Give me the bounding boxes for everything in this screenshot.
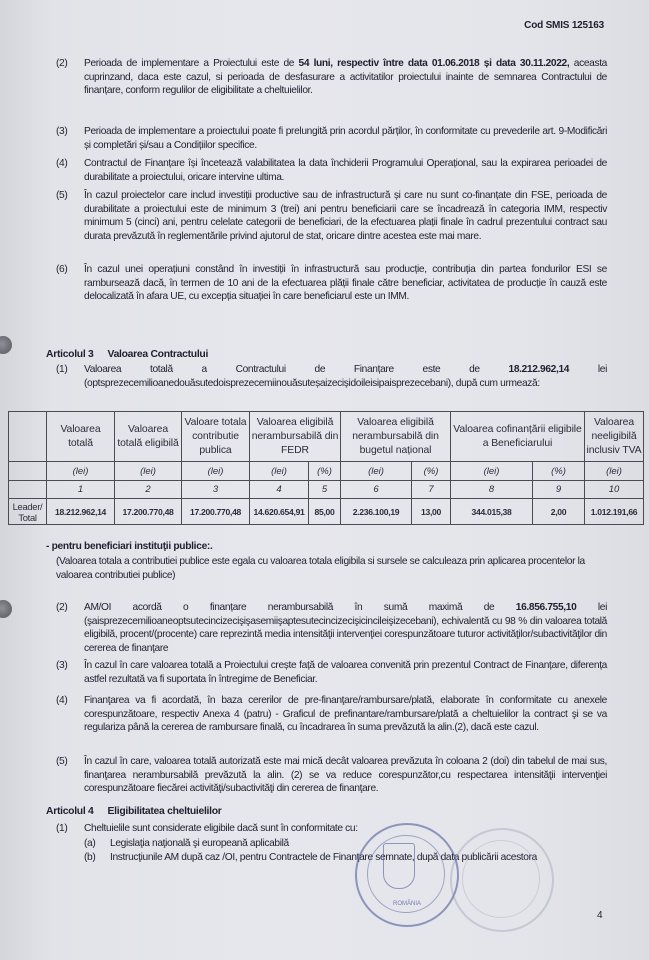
- article4-paragraph-1: (1) Cheltuielile sunt considerate eligibile dacă sunt în conformitate cu:: [56, 823, 358, 834]
- article4-heading: Articolul 4 Eligibilitatea cheltuielilor: [46, 806, 222, 817]
- coat-of-arms-icon: [383, 843, 415, 889]
- page-number: 4: [597, 910, 603, 921]
- public-beneficiaries-note: (Valoarea totala a contributiei publice este egala cu valoarea totala eligibila si sursele se calculeaza prin aplicarea procentelor la valoarea contributiei publice): [56, 556, 585, 581]
- article3-paragraph-4: (4) Finanţarea va fi acordată, în baza cererilor de pre-finanţare/rambursare/plată, elaborate în conformitate cu anexele corespunzătoare, respectiv Anexa 4 (patru) - Graficul de prefinantare/rambursare/plată a cheltuielilor la contract şi se va regulariza până la cererea de rambursare finală, cu încadrarea în suma prevăzută la alin.(2), dacă este cazul.: [56, 695, 607, 734]
- article3-paragraph-2: (2) AM/OI acordă o finanțare nerambursabilă în sumă maximă de 16.856.755,10 lei (şaisprezecemilioaneoptsutecincizecişişasemiişaptesutecincizecişicincileişizecebani), echivalentă cu 98 % din valoarea totală eligibilă, procent/(procente) care reprezintă media intensităţii intervenţiei corespunzătoare tuturor activităţilor/subactivităţilor din cererea de finanţare: [56, 602, 607, 654]
- header-national-budget: Valoarea eligibilă nerambursabilă din bugetul național: [341, 412, 451, 462]
- table-header-row: [9, 412, 644, 462]
- article2-paragraph-3: (3) Perioada de implementare a proiectului poate fi prelungită prin acordul părților, în conformitate cu prevederile art. 9-Modificări și completări și/sau a Condițiilor specifice.: [56, 126, 607, 151]
- header-beneficiary-cofinancing: Valoarea cofinanțării eligibile a Beneficiarului: [451, 412, 585, 462]
- article3-paragraph-1: (1) Valoarea totală a Contractului de Finanțare este de 18.212.962,14 lei (optsprezecemilioanedouăsutedoisprezecemiinouăsuteșaizecișidoileisipaisprezecebani), după cum urmează:: [56, 364, 607, 389]
- article3-paragraph-3: (3) În cazul în care valoarea totală a Proiectului crește față de valoarea convenită prin prezentul Contract de Finanțare, diferența astfel rezultată va fi suportata în întregime de Beneficiar.: [56, 660, 607, 685]
- header-total-eligible: Valoarea totală eligibilă: [115, 412, 182, 462]
- header-total-value: Valoarea totală: [47, 412, 115, 462]
- table-total-row: Leader/ Total 18.212.962,14 17.200.770,48 17.200.770,48 14.620.654,91 85,00 2.236.100,19 13,00 344.015,38 2,00 1.012.191,66: [9, 499, 644, 525]
- article2-paragraph-6: (6) În cazul unei operațiuni constând în investiții în infrastructură sau producție, contribuția din partea fondurilor ESI se rambursează dacă, în termen de 10 ani de la efectuarea plății finale către beneficiar, activitatea de producție în cauză este delocalizată în afara UE, cu excepția situației în care beneficiarul este un IMM.: [56, 264, 607, 303]
- table-index-row: 1 2 3 4 5 6 7 8 9 10: [9, 481, 644, 499]
- article3-paragraph-5: (5) În cazul în care, valoarea totală autorizată este mai mică decât valoarea prevăzuta în coloana 2 (doi) din tabelul de mai sus, finanţarea nerambursabilă prevăzută la alin. (2) se va reduce corespunzător,cu respectarea intensităţii intervenţiei corespunzătoare fiecărei activităţi/subactivităţi din cererea de finanţare.: [56, 756, 607, 795]
- public-beneficiaries-title: - pentru beneficiari instituţii publice:.: [46, 541, 213, 552]
- article4-item-a: (a) Legislaţia naţională şi europeană aplicabilă: [84, 838, 289, 849]
- header-public-contribution: Valoare totala contributie publica: [182, 412, 250, 462]
- smis-code: Cod SMIS 125163: [524, 20, 604, 31]
- article2-paragraph-2: (2) Perioada de implementare a Proiectului este de 54 luni, respectiv între data 01.06.2018 și data 30.11.2022, aceasta cuprinzand, daca este cazul, si perioada de desfasurare a activitatilor proiectului inainte de semnarea Contractului de finanțare, conform regulilor de eligibilitate a cheltuielilor.: [56, 58, 607, 97]
- official-stamp-icon: ROMÂNIA: [355, 823, 459, 927]
- header-fedr: Valoarea eligibilă nerambursabilă din FEDR: [250, 412, 341, 462]
- article2-paragraph-5: (5) În cazul proiectelor care includ investiții productive sau de infrastructură și care nu sunt co-finanțate din FSE, perioada de durabilitate a proiectului este de minimum 3 (trei) ani pentru beneficiarii care se încadrează în categoria IMM, respectiv minimum 5 (cinci) ani, pentru celelate categorii de beneficiari, de la efectuarea plații finale în cadrul prezentului contract sau durata prevăzută în reglementările privind ajutorul de stat, oricare dintre acestea este mai mare.: [56, 190, 607, 242]
- punch-hole: [0, 336, 12, 354]
- faded-stamp-icon: [450, 828, 554, 932]
- article3-heading: Articolul 3 Valoarea Contractului: [46, 349, 209, 360]
- article4-item-b: (b) Instrucţiunile AM după caz /OI, pentru Contractele de Finanţare semnate, după data publicării acestora: [84, 852, 537, 863]
- article2-paragraph-4: (4) Contractul de Finanțare își încetează valabilitatea la data închiderii Programului Operațional, sau la expirarea perioadei de durabilitate a proiectului, oricare intervine ultima.: [56, 158, 607, 183]
- punch-hole: [0, 600, 12, 618]
- table-units-row: (lei) (lei) (lei) (lei) (%) (lei) (%) (lei) (%) (lei): [9, 462, 644, 481]
- header-non-eligible: Valoarea neeligibilă inclusiv TVA: [585, 412, 644, 462]
- financing-table: [8, 411, 644, 525]
